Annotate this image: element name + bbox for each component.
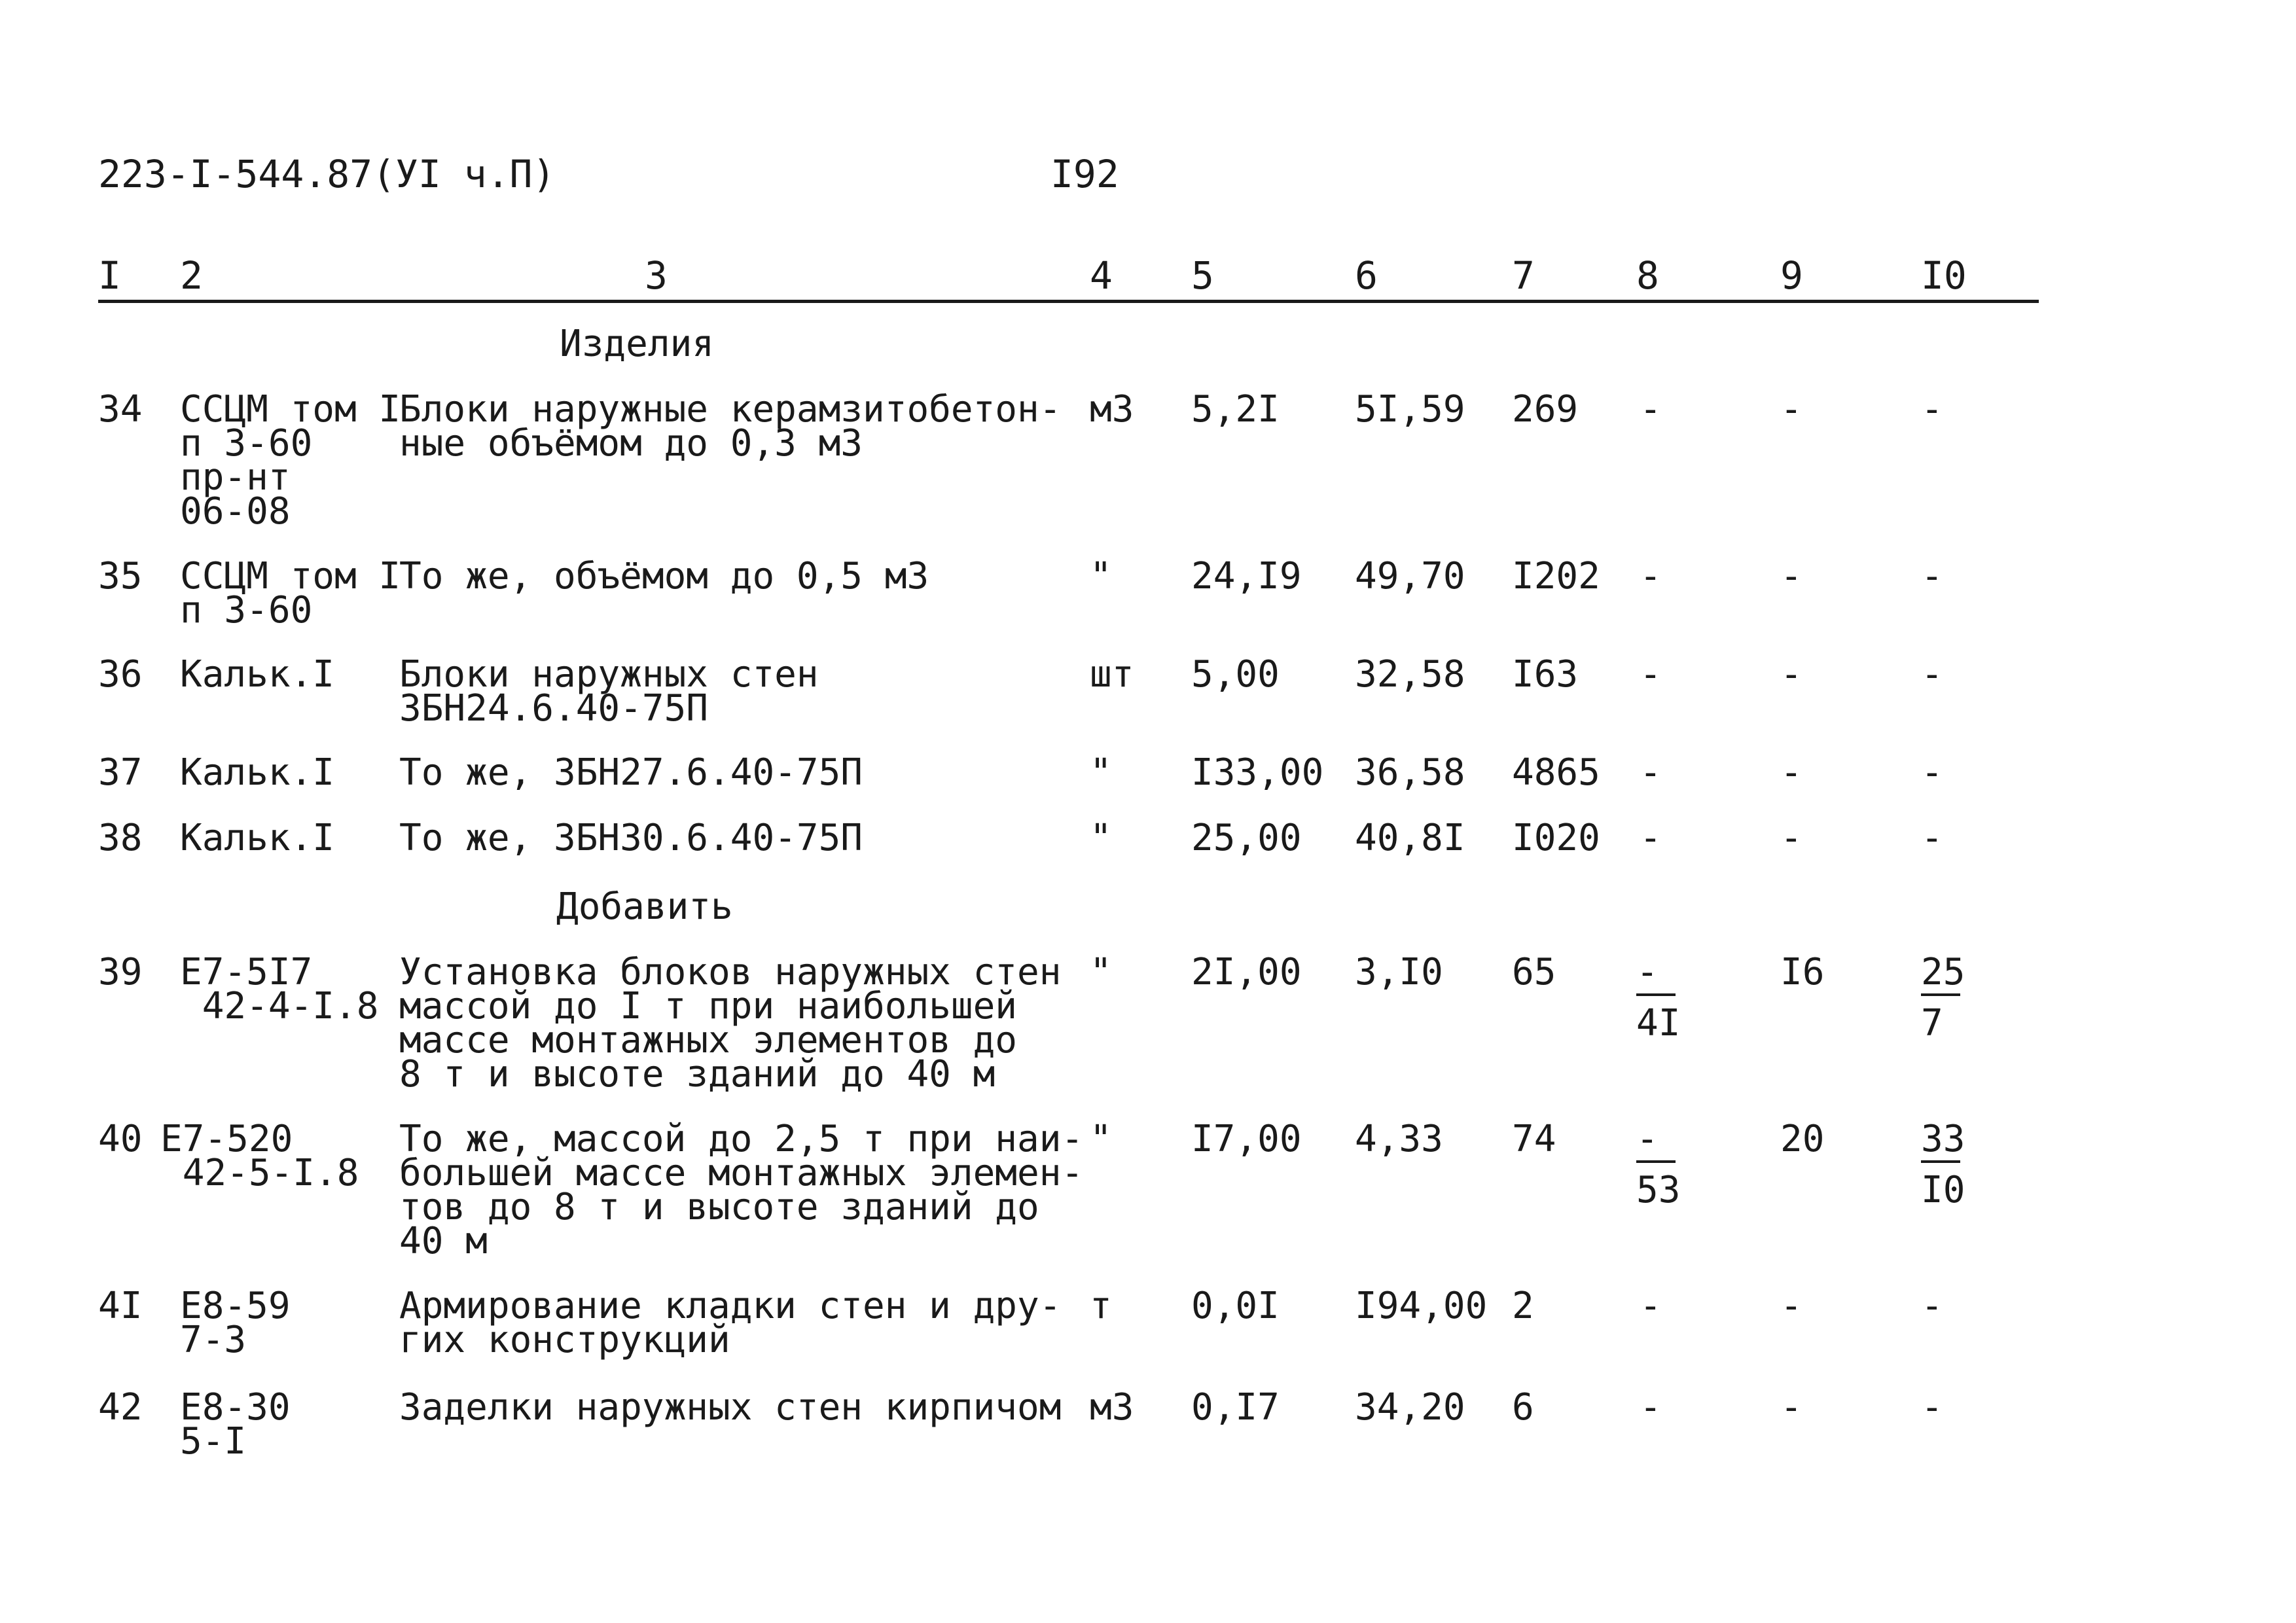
row-34-total: 269 — [1512, 388, 1579, 431]
row-40-unit: " — [1090, 1118, 1112, 1160]
row-37-reference: Кальк.I — [180, 751, 335, 794]
row-34-description: Блоки наружные керамзитобетон- ные объёмом до 0,3 м3 — [399, 388, 1062, 465]
row-38-number: 38 — [98, 817, 143, 859]
row-35-price: 49,70 — [1355, 555, 1465, 597]
row-39-description: Установка блоков наружных стен массой до I т при наибольшей массе монтажных элементов до 8 т и высоте зданий до 40 м — [399, 951, 1062, 1096]
row-42-description: Заделки наружных стен кирпичом — [399, 1386, 1062, 1429]
row-34-number: 34 — [98, 388, 143, 431]
row-36-unit: шт — [1090, 653, 1134, 696]
row-39-price: 3,I0 — [1355, 951, 1443, 993]
row-36-price: 32,58 — [1355, 653, 1465, 696]
fraction-bar — [1636, 993, 1676, 996]
row-40-total: 74 — [1512, 1118, 1556, 1160]
row-39-col10-numerator: 25 — [1921, 951, 1965, 993]
row-42-quantity: 0,I7 — [1191, 1386, 1280, 1429]
row-42-number: 42 — [98, 1386, 143, 1429]
row-34-unit: м3 — [1090, 388, 1134, 431]
section-title-add: Добавить — [556, 885, 733, 928]
row-40-col9: 20 — [1780, 1118, 1825, 1160]
row-42-col9: - — [1780, 1386, 1803, 1429]
column-header-7: 7 — [1512, 253, 1535, 298]
row-35-col8: - — [1640, 555, 1662, 597]
column-header-4: 4 — [1090, 253, 1113, 298]
row-35-quantity: 24,I9 — [1191, 555, 1302, 597]
row-35-number: 35 — [98, 555, 143, 597]
row-38-col8: - — [1640, 817, 1662, 859]
row-39-total: 65 — [1512, 951, 1556, 993]
row-40-number: 40 — [98, 1118, 143, 1160]
row-40-price: 4,33 — [1355, 1118, 1443, 1160]
row-38-col10: - — [1921, 817, 1943, 859]
row-42-total: 6 — [1512, 1386, 1534, 1429]
row-40-col10-fraction — [1921, 1118, 1967, 1211]
row-38-total: I020 — [1512, 817, 1600, 859]
row-42-unit: м3 — [1090, 1386, 1134, 1429]
row-34-reference: ССЦМ том I п 3-60 пр-нт 06-08 — [180, 388, 401, 533]
row-37-description: То же, 3БН27.6.40-75П — [399, 751, 863, 794]
row-36-reference: Кальк.I — [180, 653, 335, 696]
row-41-unit: т — [1090, 1285, 1112, 1327]
column-header-3: 3 — [645, 253, 668, 298]
row-35-total: I202 — [1512, 555, 1600, 597]
row-38-price: 40,8I — [1355, 817, 1465, 859]
row-40-description: То же, массой до 2,5 т при наи- большей массе монтажных элемен- тов до 8 т и высоте зданий до 40 м — [399, 1118, 1084, 1262]
row-38-unit: " — [1090, 817, 1112, 859]
row-40-col8-denominator: 53 — [1636, 1169, 1681, 1211]
row-38-description: То же, 3БН30.6.40-75П — [399, 817, 863, 859]
row-35-reference: ССЦМ том I п 3-60 — [180, 555, 401, 632]
row-37-col9: - — [1780, 751, 1803, 794]
row-38-quantity: 25,00 — [1191, 817, 1302, 859]
row-37-quantity: I33,00 — [1191, 751, 1324, 794]
fraction-bar — [1921, 1160, 1960, 1163]
row-40-reference: Е7-520 42-5-I.8 — [160, 1118, 359, 1194]
row-36-col8: - — [1640, 653, 1662, 696]
row-39-col8-numerator: - — [1636, 951, 1659, 993]
row-41-col10: - — [1921, 1285, 1943, 1327]
row-39-number: 39 — [98, 951, 143, 993]
row-41-reference: Е8-59 7-3 — [180, 1285, 291, 1361]
row-39-col8-denominator: 4I — [1636, 1002, 1681, 1044]
column-header-9: 9 — [1780, 253, 1803, 298]
row-37-unit: " — [1090, 751, 1112, 794]
row-41-total: 2 — [1512, 1285, 1534, 1327]
row-35-col9: - — [1780, 555, 1803, 597]
row-37-total: 4865 — [1512, 751, 1600, 794]
row-42-col10: - — [1921, 1386, 1943, 1429]
row-35-description: То же, объёмом до 0,5 м3 — [399, 555, 929, 597]
column-header-10: I0 — [1921, 253, 1967, 298]
section-title-products: Изделия — [560, 323, 715, 365]
row-41-price: I94,00 — [1355, 1285, 1488, 1327]
row-38-reference: Кальк.I — [180, 817, 335, 859]
row-35-unit: " — [1090, 555, 1112, 597]
row-39-col9: I6 — [1780, 951, 1825, 993]
header-rule — [98, 300, 2039, 303]
row-41-col9: - — [1780, 1285, 1803, 1327]
row-42-price: 34,20 — [1355, 1386, 1465, 1429]
row-37-number: 37 — [98, 751, 143, 794]
row-36-description: Блоки наружных стен 3БН24.6.40-75П — [399, 653, 819, 730]
fraction-bar — [1636, 1160, 1676, 1163]
column-header-1: I — [98, 253, 121, 298]
row-42-col8: - — [1640, 1386, 1662, 1429]
column-header-6: 6 — [1355, 253, 1378, 298]
column-header-8: 8 — [1636, 253, 1659, 298]
row-34-price: 5I,59 — [1355, 388, 1465, 431]
row-37-col10: - — [1921, 751, 1943, 794]
row-36-quantity: 5,00 — [1191, 653, 1280, 696]
row-39-quantity: 2I,00 — [1191, 951, 1302, 993]
row-37-col8: - — [1640, 751, 1662, 794]
row-34-col10: - — [1921, 388, 1943, 431]
row-37-price: 36,58 — [1355, 751, 1465, 794]
page-number: I92 — [1050, 152, 1119, 196]
row-39-unit: " — [1090, 951, 1112, 993]
row-40-col8-numerator: - — [1636, 1118, 1659, 1160]
row-40-quantity: I7,00 — [1191, 1118, 1302, 1160]
row-39-col10-denominator: 7 — [1921, 1002, 1943, 1044]
row-40-col10-denominator: I0 — [1921, 1169, 1965, 1211]
row-41-description: Армирование кладки стен и дру- гих конструкций — [399, 1285, 1062, 1361]
row-42-reference: Е8-30 5-I — [180, 1386, 291, 1463]
column-header-5: 5 — [1191, 253, 1214, 298]
row-36-total: I63 — [1512, 653, 1579, 696]
row-39-reference: Е7-5I7 42-4-I.8 — [180, 951, 379, 1027]
row-39-col8-fraction — [1636, 951, 1682, 1044]
row-34-col9: - — [1780, 388, 1803, 431]
row-36-col10: - — [1921, 653, 1943, 696]
row-38-col9: - — [1780, 817, 1803, 859]
row-40-col10-numerator: 33 — [1921, 1118, 1965, 1160]
column-header-2: 2 — [180, 253, 203, 298]
row-41-quantity: 0,0I — [1191, 1285, 1280, 1327]
row-36-number: 36 — [98, 653, 143, 696]
row-36-col9: - — [1780, 653, 1803, 696]
row-34-col8: - — [1640, 388, 1662, 431]
row-35-col10: - — [1921, 555, 1943, 597]
row-34-quantity: 5,2I — [1191, 388, 1280, 431]
row-39-col10-fraction — [1921, 951, 1967, 1044]
document-code: 223-I-544.87(УI ч.П) — [98, 152, 556, 196]
row-40-col8-fraction — [1636, 1118, 1682, 1211]
row-41-col8: - — [1640, 1285, 1662, 1327]
row-41-number: 4I — [98, 1285, 143, 1327]
fraction-bar — [1921, 993, 1960, 996]
